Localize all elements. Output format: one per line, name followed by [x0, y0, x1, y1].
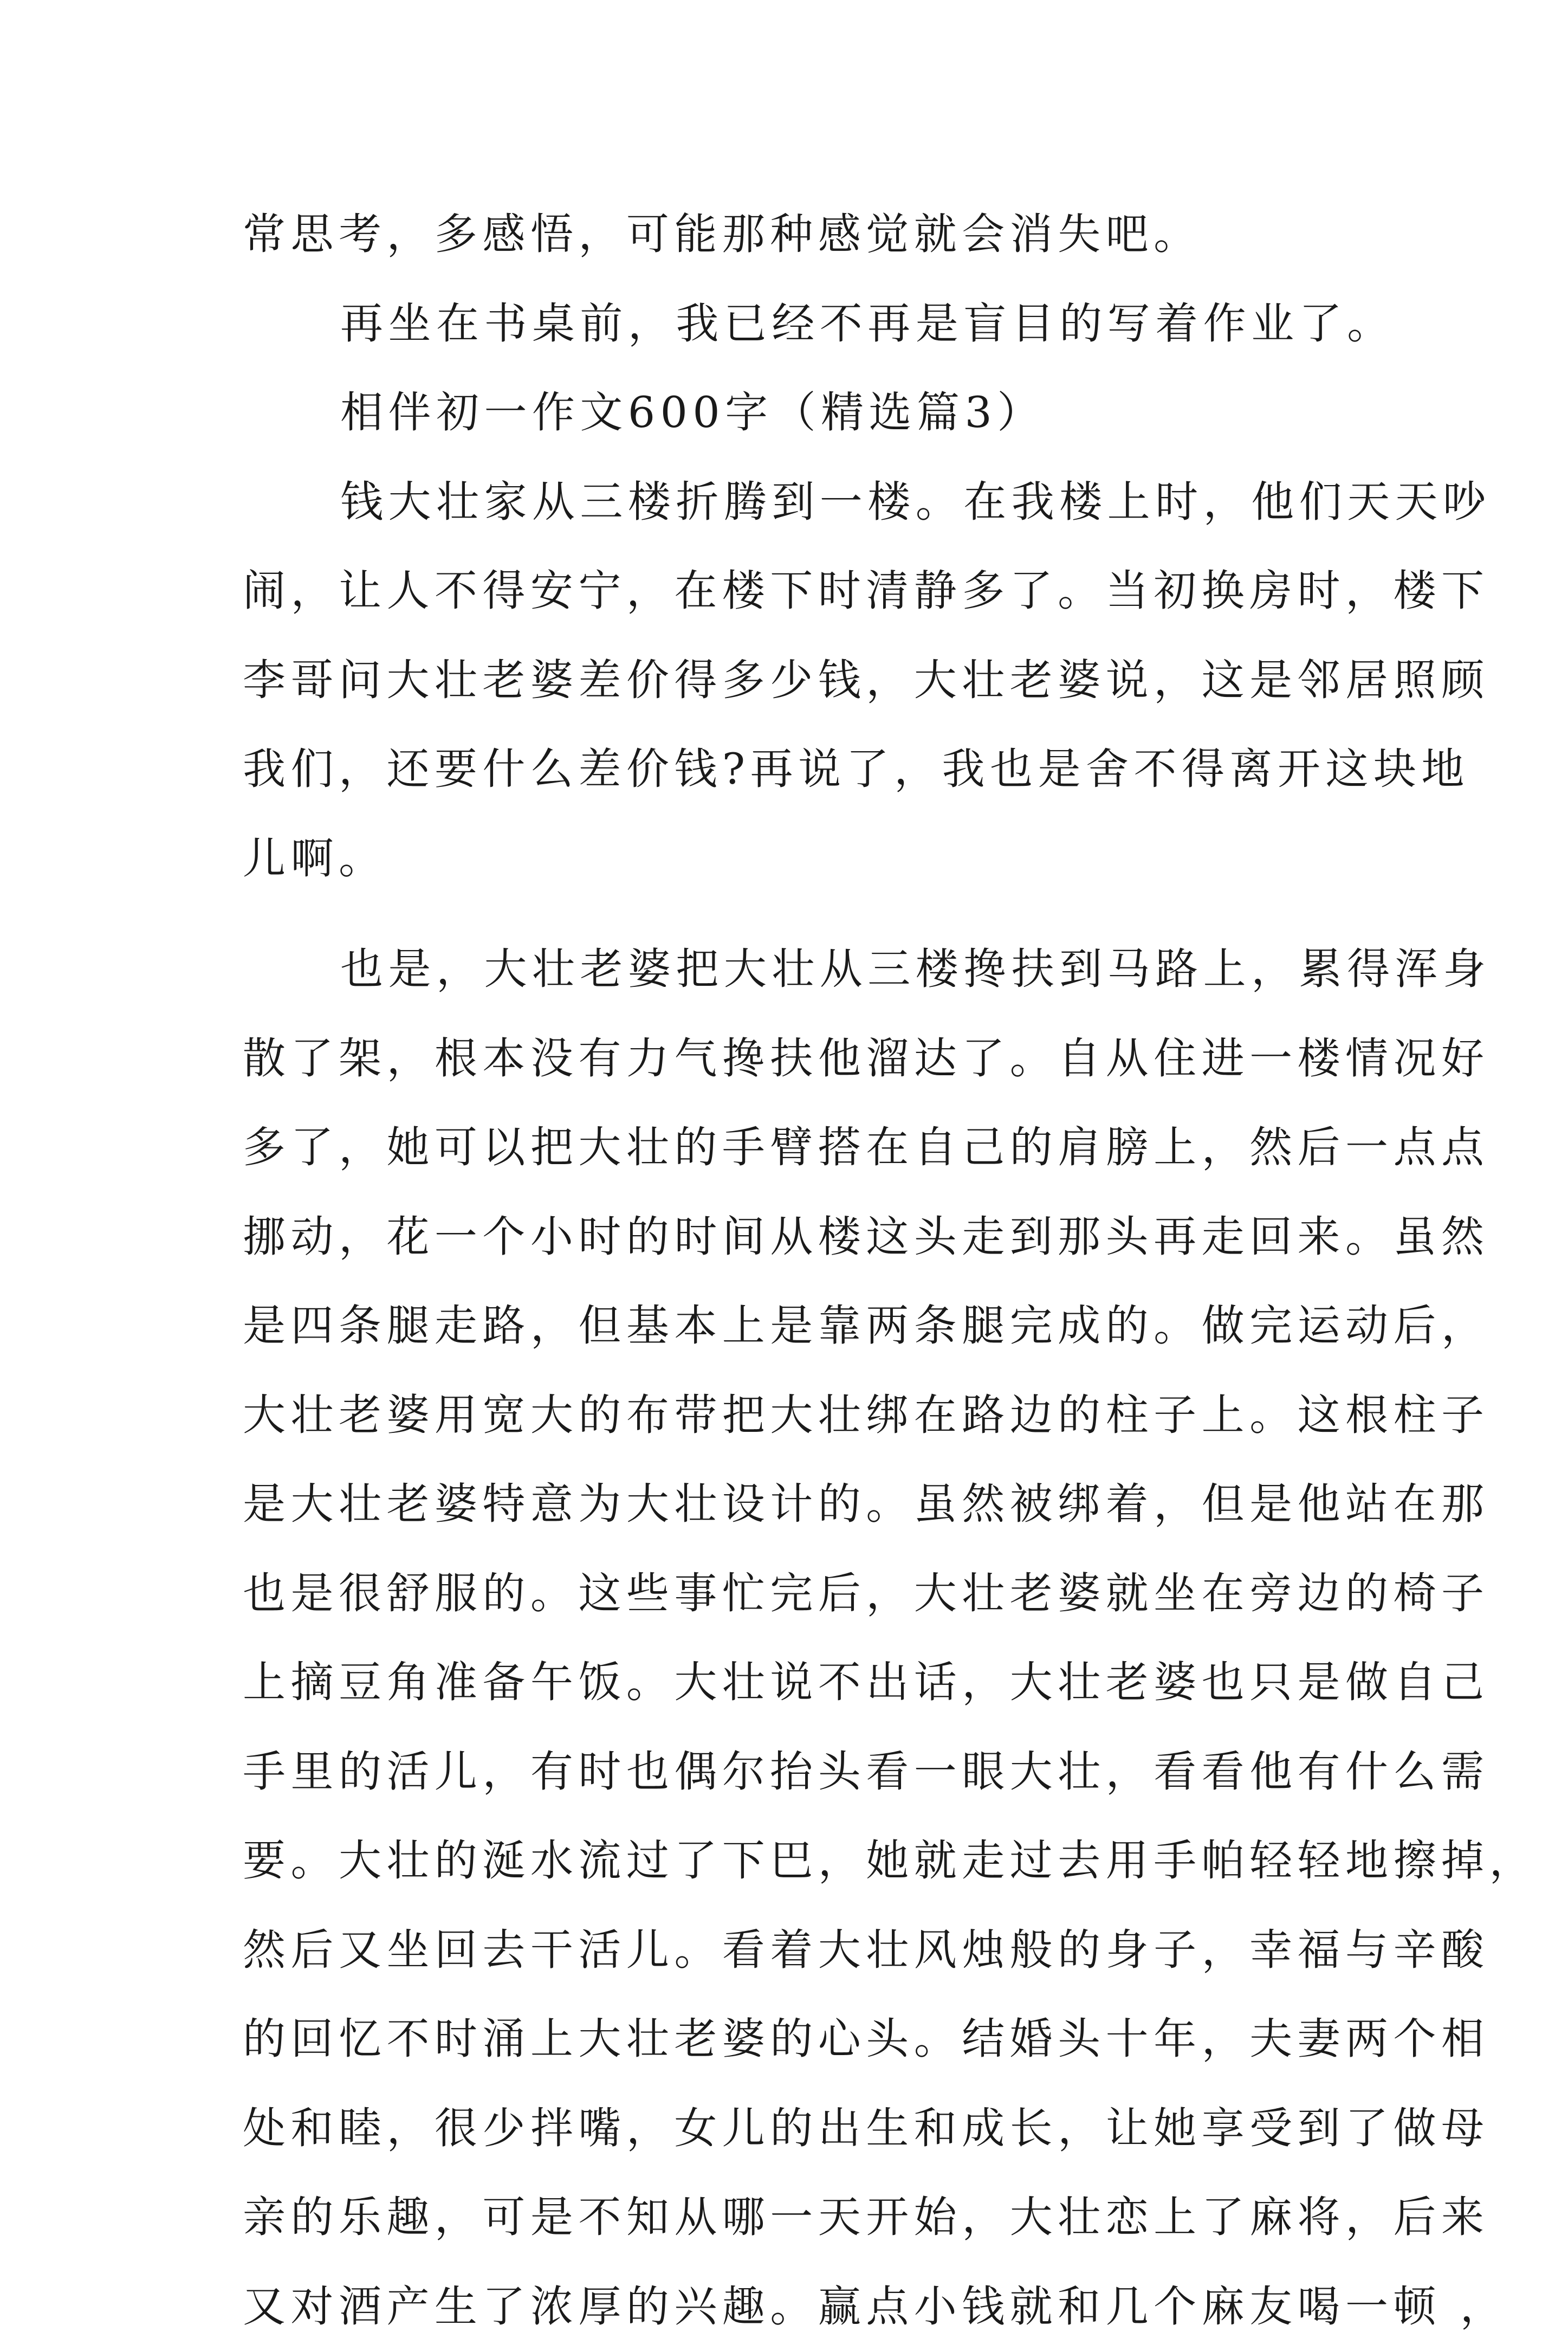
text-line: 钱大壮家从三楼折腾到一楼。在我楼上时，他们天天吵 — [243, 457, 1359, 547]
text-line: 上摘豆角准备午饭。大壮说不出话，大壮老婆也只是做自己 — [243, 1638, 1359, 1727]
text-line: 也是很舒服的。这些事忙完后，大壮老婆就坐在旁边的椅子 — [243, 1549, 1359, 1638]
text-line: 也是，大壮老婆把大壮从三楼搀扶到马路上，累得浑身 — [243, 925, 1359, 1014]
text-line: 要。大壮的涎水流过了下巴，她就走过去用手帕轻轻地擦掉， — [243, 1816, 1359, 1906]
text-line: 闹，让人不得安宁，在楼下时清静多了。当初换房时，楼下 — [243, 546, 1359, 636]
text-line: 是四条腿走路，但基本上是靠两条腿完成的。做完运动后， — [243, 1281, 1359, 1371]
text-line: 常思考，多感悟，可能那种感觉就会消失吧。 — [243, 190, 1359, 279]
text-line: 然后又坐回去干活儿。看着大壮风烛般的身子，幸福与辛酸 — [243, 1906, 1359, 1995]
text-line: 亲的乐趣，可是不知从哪一天开始，大壮恋上了麻将，后来 — [243, 2173, 1359, 2262]
text-line: 我们，还要什么差价钱?再说了，我也是舍不得离开这块地 — [243, 725, 1359, 814]
document-body — [243, 190, 1359, 2351]
text-line: 的回忆不时涌上大壮老婆的心头。结婚头十年，夫妻两个相 — [243, 1994, 1359, 2084]
text-line: 又对酒产生了浓厚的兴趣。赢点小钱就和几个麻友喝一顿 ， — [243, 2262, 1359, 2351]
text-line: 再坐在书桌前，我已经不再是盲目的写着作业了。 — [243, 279, 1359, 369]
text-line: 多了，她可以把大壮的手臂搭在自己的肩膀上，然后一点点 — [243, 1103, 1359, 1192]
text-line: 散了架，根本没有力气搀扶他溜达了。自从住进一楼情况好 — [243, 1014, 1359, 1103]
text-line: 手里的活儿，有时也偶尔抬头看一眼大壮，看看他有什么需 — [243, 1727, 1359, 1817]
text-line: 儿啊。 — [243, 814, 1359, 903]
text-line: 大壮老婆用宽大的布带把大壮绑在路边的柱子上。这根柱子 — [243, 1371, 1359, 1460]
text-line: 是大壮老婆特意为大壮设计的。虽然被绑着，但是他站在那 — [243, 1459, 1359, 1549]
text-line: 李哥问大壮老婆差价得多少钱，大壮老婆说，这是邻居照顾 — [243, 636, 1359, 725]
text-line: 挪动，花一个小时的时间从楼这头走到那头再走回来。虽然 — [243, 1192, 1359, 1282]
section-heading: 相伴初一作文600字（精选篇3） — [243, 368, 1359, 457]
text-line: 处和睦，很少拌嘴，女儿的出生和成长，让她享受到了做母 — [243, 2084, 1359, 2173]
